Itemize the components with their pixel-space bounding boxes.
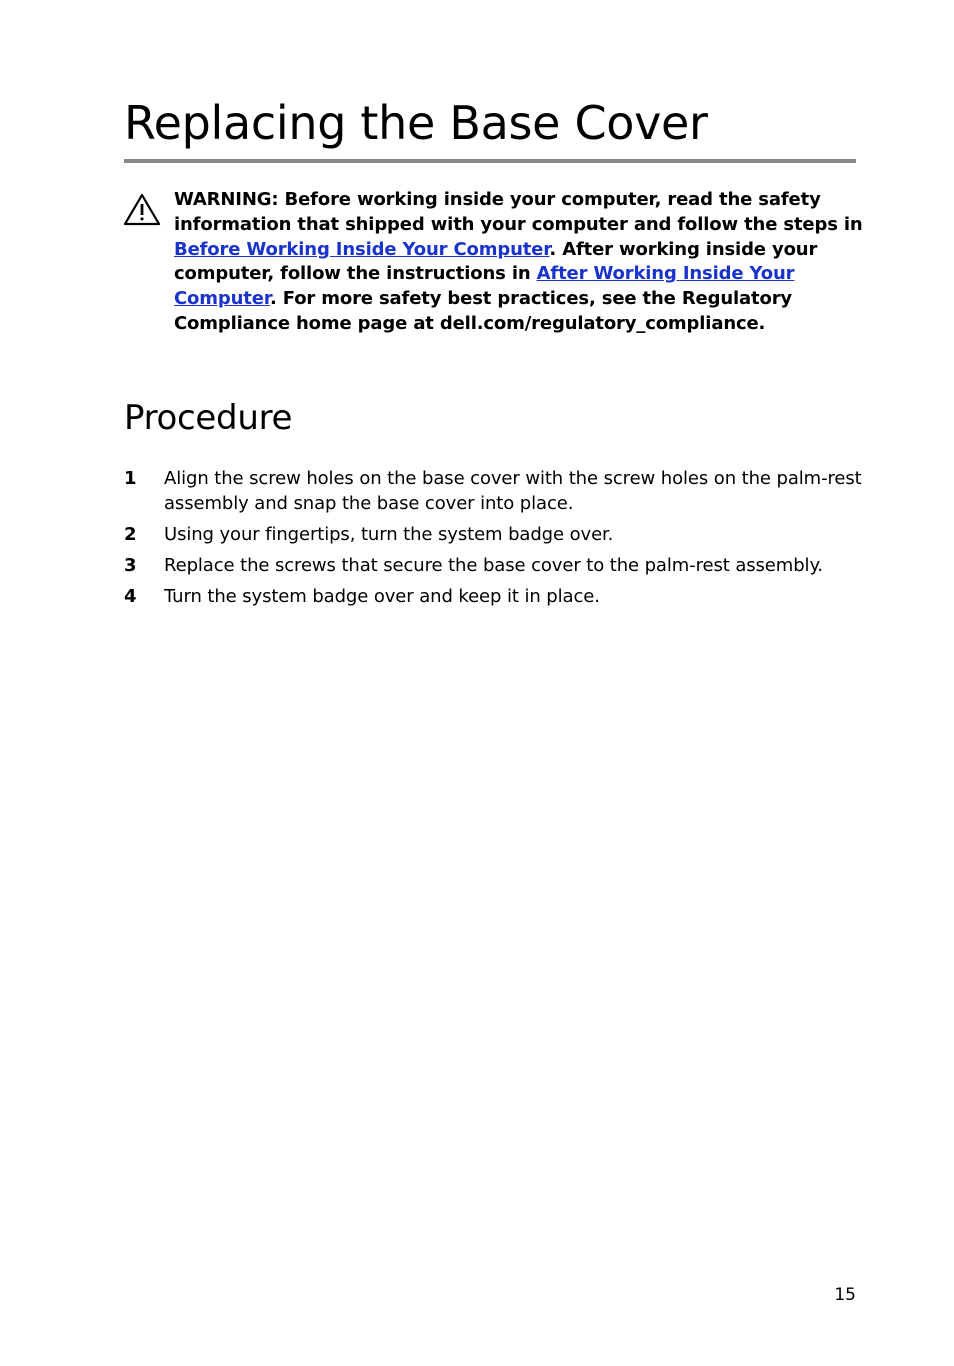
step-number: 4	[124, 586, 137, 607]
procedure-step	[124, 466, 864, 516]
warning-text: . For more safety best practices, see the Regulatory Compliance home page at dell.com/regulatory_compliance.	[174, 288, 793, 334]
step-text: Replace the screws that secure the base cover to the palm-rest assembly.	[164, 555, 824, 576]
procedure-step	[124, 522, 864, 547]
warning-text: WARNING: Before working inside your computer, read the safety information that shipped with your computer and follow the steps in	[174, 189, 863, 235]
procedure-steps	[124, 466, 864, 615]
warning-text: . After working inside your computer, follow the instructions in	[174, 238, 818, 285]
procedure-step	[124, 584, 864, 609]
step-number: 1	[124, 468, 137, 489]
before-working-link[interactable]: Before Working Inside Your Computer	[174, 238, 550, 260]
step-text: Align the screw holes on the base cover with the screw holes on the palm-rest assembly and snap the base cover into place.	[164, 468, 862, 514]
step-text: Using your fingertips, turn the system badge over.	[164, 524, 614, 545]
procedure-step	[124, 553, 864, 578]
warning-triangle-icon	[123, 193, 161, 227]
page-number: 15	[834, 1285, 856, 1305]
warning-notice	[174, 188, 864, 337]
step-text: Turn the system badge over and keep it in place.	[164, 586, 600, 607]
section-heading-procedure: Procedure	[124, 398, 293, 438]
title-underline	[124, 159, 856, 163]
after-working-link[interactable]: After Working Inside Your Computer	[174, 263, 795, 310]
page-title: Replacing the Base Cover	[124, 96, 708, 150]
step-number: 2	[124, 524, 137, 545]
step-number: 3	[124, 555, 137, 576]
